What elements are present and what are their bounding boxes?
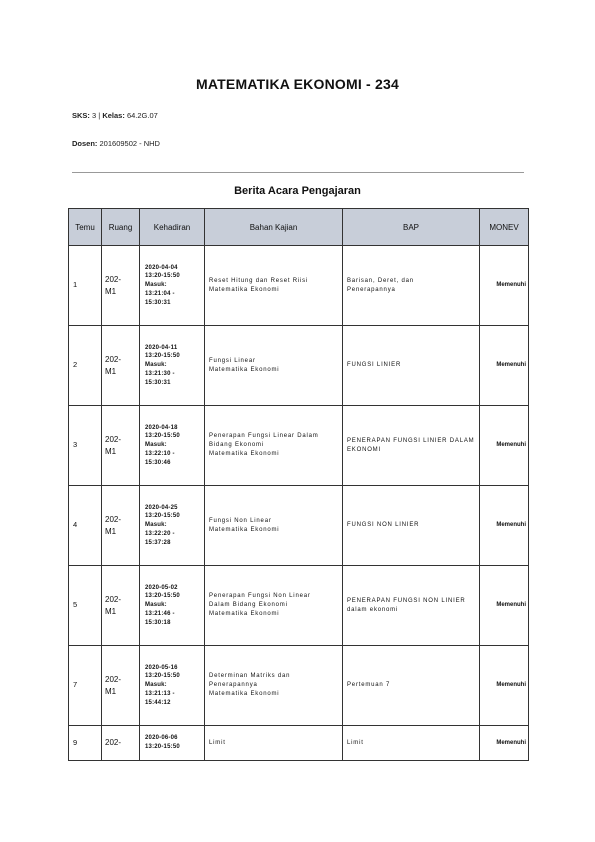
cell-kehadiran-line: 15:37:28 — [145, 539, 171, 546]
cell-ruang — [102, 726, 140, 761]
cell-bahan-kajian-line: Matematika Ekonomi — [209, 610, 280, 617]
cell-ruang-line: M1 — [105, 606, 117, 616]
cell-bahan-kajian-line: Fungsi Non Linear — [209, 517, 272, 524]
cell-ruang-line: 202- — [105, 594, 122, 604]
cell-bahan-kajian-line: Matematika Ekonomi — [209, 450, 280, 457]
cell-bahan-kajian-line: Limit — [209, 739, 226, 746]
cell-kehadiran-line: Masuk: — [145, 362, 167, 369]
cell-bahan-kajian-line: Matematika Ekonomi — [209, 366, 280, 373]
cell-bap-line: dalam ekonomi — [347, 606, 399, 613]
bap-table — [68, 208, 529, 761]
cell-ruang-line: 202- — [105, 674, 122, 684]
cell-bap-line: Barisan, Deret, dan — [347, 277, 414, 284]
col-header-kehadiran: Kehadiran — [140, 209, 205, 246]
cell-monev: Memenuhi — [480, 406, 529, 486]
cell-kehadiran-line: Masuk: — [145, 602, 167, 609]
table-row — [69, 406, 529, 486]
cell-bap-line: Pertemuan 7 — [347, 682, 391, 689]
cell-kehadiran-line: 15:30:31 — [145, 379, 171, 386]
cell-ruang-line: M1 — [105, 686, 117, 696]
cell-bahan-kajian — [205, 246, 343, 326]
cell-bahan-kajian — [205, 646, 343, 726]
section-title: Berita Acara Pengajaran — [234, 185, 361, 197]
cell-kehadiran-line: 2020-04-11 — [145, 344, 178, 351]
cell-bahan-kajian-line: Dalam Bidang Ekonomi — [209, 602, 288, 609]
cell-bap-line: EKONOMI — [347, 446, 381, 453]
col-header-ruang: Ruang — [102, 209, 140, 246]
cell-ruang-line: 202- — [105, 738, 122, 747]
cell-kehadiran-line: 2020-04-18 — [145, 424, 178, 431]
sks-label: SKS: — [72, 111, 90, 120]
cell-kehadiran-line: 13:20-15:50 — [145, 744, 180, 750]
cell-kehadiran-line: 13:21:13 - — [145, 690, 175, 697]
cell-kehadiran-line: 13:20-15:50 — [145, 513, 180, 520]
cell-ruang-line: M1 — [105, 446, 117, 456]
col-header-monev: MONEV — [480, 209, 529, 246]
cell-kehadiran-line: 2020-04-25 — [145, 504, 178, 511]
dosen-label: Dosen: — [72, 139, 98, 148]
cell-kehadiran-line: Masuk: — [145, 682, 167, 689]
cell-bap-line: Penerapannya — [347, 286, 396, 293]
cell-monev: Memenuhi — [480, 246, 529, 326]
cell-kehadiran — [140, 406, 205, 486]
col-header-bap: BAP — [343, 209, 480, 246]
cell-ruang-line: 202- — [105, 514, 122, 524]
cell-monev: Memenuhi — [480, 486, 529, 566]
cell-kehadiran — [140, 726, 205, 761]
cell-ruang — [102, 646, 140, 726]
cell-kehadiran-line: 13:21:46 - — [145, 610, 175, 617]
cell-monev: Memenuhi — [480, 646, 529, 726]
cell-bahan-kajian-line: Penerapan Fungsi Linear Dalam — [209, 433, 319, 440]
cell-kehadiran-line: Masuk: — [145, 282, 167, 289]
cell-kehadiran-line: 15:30:31 — [145, 299, 171, 306]
cell-ruang-line: 202- — [105, 354, 122, 364]
cell-kehadiran-line: 13:20-15:50 — [145, 433, 180, 440]
cell-bahan-kajian-line: Penerapan Fungsi Non Linear — [209, 593, 311, 600]
cell-bahan-kajian — [205, 486, 343, 566]
cell-bap-line: FUNGSI NON LINIER — [347, 522, 420, 529]
cell-bahan-kajian-line: Bidang Ekonomi — [209, 442, 264, 449]
cell-kehadiran-line: 13:20-15:50 — [145, 353, 180, 360]
cell-kehadiran-line: 13:21:04 - — [145, 290, 175, 297]
table-header-row — [69, 209, 529, 246]
cell-bap-line: PENERAPAN FUNGSI LINIER DALAM — [347, 437, 475, 444]
cell-kehadiran-line: 13:21:30 - — [145, 370, 175, 377]
cell-monev: Memenuhi — [480, 566, 529, 646]
table-row — [69, 646, 529, 726]
cell-kehadiran-line: 13:22:10 - — [145, 450, 175, 457]
cell-bahan-kajian-line: Penerapannya — [209, 682, 258, 689]
cell-kehadiran-line: 2020-04-04 — [145, 264, 178, 271]
course-info — [72, 111, 158, 120]
cell-bahan-kajian-line: Determinan Matriks dan — [209, 673, 291, 680]
cell-kehadiran-line: 2020-05-16 — [145, 664, 178, 671]
cell-temu: 3 — [69, 406, 102, 486]
cell-temu: 7 — [69, 646, 102, 726]
cell-bap-line: PENERAPAN FUNGSI NON LINIER — [347, 597, 466, 604]
cell-temu: 2 — [69, 326, 102, 406]
cell-kehadiran — [140, 646, 205, 726]
dosen-value: 201609502 - NHD — [99, 139, 160, 148]
cell-ruang-line: M1 — [105, 366, 117, 376]
table-row — [69, 566, 529, 646]
cell-kehadiran — [140, 486, 205, 566]
cell-bahan-kajian-line: Matematika Ekonomi — [209, 526, 280, 533]
cell-temu: 4 — [69, 486, 102, 566]
cell-bap — [343, 486, 480, 566]
cell-monev: Memenuhi — [480, 726, 529, 761]
cell-kehadiran-line: 2020-06-06 — [145, 735, 178, 742]
table-row — [69, 726, 529, 761]
separator: | — [98, 111, 101, 120]
cell-ruang — [102, 486, 140, 566]
cell-kehadiran-line: 13:20-15:50 — [145, 673, 180, 680]
cell-bap — [343, 646, 480, 726]
kelas-label: Kelas: — [102, 111, 125, 120]
cell-ruang-line: 202- — [105, 434, 122, 444]
cell-kehadiran-line: 15:30:18 — [145, 619, 171, 626]
cell-ruang-line: M1 — [105, 526, 117, 536]
cell-bap — [343, 406, 480, 486]
cell-bahan-kajian — [205, 566, 343, 646]
cell-temu: 9 — [69, 726, 102, 761]
kelas-value: 64.2G.07 — [126, 111, 158, 120]
cell-ruang-line: 202- — [105, 274, 122, 284]
cell-kehadiran-line: 13:20-15:50 — [145, 593, 180, 600]
cell-kehadiran-line: 2020-05-02 — [145, 584, 178, 591]
col-header-temu: Temu — [69, 209, 102, 246]
cell-bahan-kajian-line: Fungsi Linear — [209, 357, 256, 364]
cell-kehadiran-line: Masuk: — [145, 522, 167, 529]
cell-kehadiran-line: 15:44:12 — [145, 699, 171, 706]
cell-bap — [343, 246, 480, 326]
cell-temu: 1 — [69, 246, 102, 326]
cell-bap-line: FUNGSI LINIER — [347, 362, 402, 369]
cell-kehadiran — [140, 326, 205, 406]
cell-bap-line: Limit — [347, 739, 364, 746]
cell-bahan-kajian-line: Matematika Ekonomi — [209, 286, 280, 293]
cell-bahan-kajian — [205, 406, 343, 486]
cell-ruang-line: M1 — [105, 286, 117, 296]
cell-bap — [343, 726, 480, 761]
cell-monev: Memenuhi — [480, 326, 529, 406]
cell-bap — [343, 326, 480, 406]
cell-kehadiran — [140, 566, 205, 646]
cell-temu: 5 — [69, 566, 102, 646]
divider — [72, 172, 524, 173]
table-row — [69, 246, 529, 326]
cell-kehadiran-line: 13:22:20 - — [145, 530, 175, 537]
sks-value: 3 — [92, 111, 97, 120]
cell-bahan-kajian — [205, 326, 343, 406]
cell-kehadiran — [140, 246, 205, 326]
cell-bahan-kajian — [205, 726, 343, 761]
cell-bahan-kajian-line: Matematika Ekonomi — [209, 690, 280, 697]
cell-ruang — [102, 566, 140, 646]
cell-ruang — [102, 326, 140, 406]
table-row — [69, 326, 529, 406]
cell-bahan-kajian-line: Reset Hitung dan Reset Riisi — [209, 277, 309, 284]
cell-ruang — [102, 406, 140, 486]
cell-kehadiran-line: 13:20-15:50 — [145, 273, 180, 280]
cell-bap — [343, 566, 480, 646]
page-title: MATEMATIKA EKONOMI - 234 — [196, 76, 399, 92]
cell-kehadiran-line: 15:30:46 — [145, 459, 171, 466]
table-row — [69, 486, 529, 566]
lecturer-info — [72, 139, 160, 148]
col-header-bahan-kajian: Bahan Kajian — [205, 209, 343, 246]
cell-kehadiran-line: Masuk: — [145, 442, 167, 449]
cell-ruang — [102, 246, 140, 326]
